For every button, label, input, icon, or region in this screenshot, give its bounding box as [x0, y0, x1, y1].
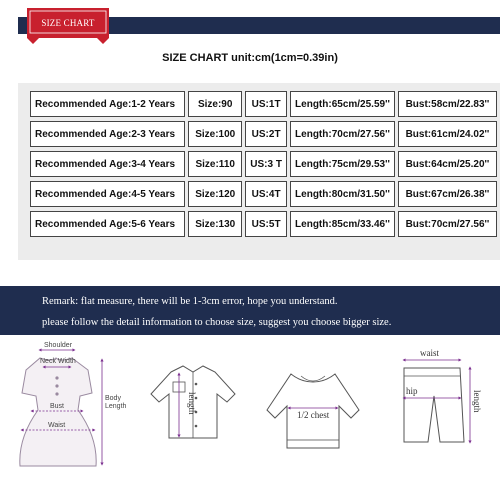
- size-cell: Size:110: [188, 151, 242, 177]
- size-row: [30, 151, 497, 177]
- size-cell: Size:130: [188, 211, 242, 237]
- pants-length-label: length: [472, 390, 482, 413]
- size-table: [27, 87, 500, 241]
- size-table-panel: [18, 83, 500, 260]
- length-cell: Length:75cm/29.53'': [290, 151, 395, 177]
- size-row: [30, 91, 497, 117]
- bust-cell: Bust:64cm/25.20'': [398, 151, 497, 177]
- remark-line-1: Remark: flat measure, there will be 1-3cm error, hope you understand.: [42, 296, 338, 307]
- dress-length-label: Length: [105, 403, 127, 410]
- bust-cell: Bust:61cm/24.02'': [398, 121, 497, 147]
- size-row: [30, 121, 497, 147]
- chart-title: SIZE CHART unit:cm(1cm=0.39in): [162, 52, 338, 64]
- dress-shoulder-label: Shoulder: [44, 342, 73, 349]
- dress-neck-label: Neck Width: [40, 358, 76, 365]
- age-cell: Recommended Age:4-5 Years: [30, 181, 185, 207]
- length-cell: Length:65cm/25.59'': [290, 91, 395, 117]
- pants-waist-label: waist: [420, 348, 439, 358]
- size-chart-ribbon-label: SIZE CHART: [41, 18, 95, 28]
- us-size-cell: US:4T: [245, 181, 287, 207]
- size-cell: Size:90: [188, 91, 242, 117]
- age-cell: Recommended Age:3-4 Years: [30, 151, 185, 177]
- dress-body-label: Body: [105, 395, 121, 402]
- measurement-diagrams: [0, 338, 500, 500]
- dress-waist-label: Waist: [48, 422, 66, 429]
- age-cell: Recommended Age:1-2 Years: [30, 91, 185, 117]
- shirt-diagram: [143, 338, 243, 500]
- pants-hip-label: hip: [406, 386, 418, 396]
- size-row: [30, 181, 497, 207]
- dress-bust-label: Bust: [50, 403, 65, 410]
- sweater-chest-label: 1/2 chest: [297, 410, 330, 420]
- dress-diagram: [0, 338, 135, 500]
- us-size-cell: US:3 T: [245, 151, 287, 177]
- remark-line-2: please follow the detail information to choose size, suggest you choose bigger size.: [42, 317, 392, 328]
- us-size-cell: US:5T: [245, 211, 287, 237]
- age-cell: Recommended Age:2-3 Years: [30, 121, 185, 147]
- length-cell: Length:70cm/27.56'': [290, 121, 395, 147]
- pants-diagram: [390, 338, 500, 500]
- length-cell: Length:85cm/33.46'': [290, 211, 395, 237]
- us-size-cell: US:1T: [245, 91, 287, 117]
- size-row: [30, 211, 497, 237]
- sweater-diagram: [255, 338, 370, 500]
- us-size-cell: US:2T: [245, 121, 287, 147]
- bust-cell: Bust:67cm/26.38'': [398, 181, 497, 207]
- shirt-length-label: length: [187, 392, 197, 415]
- bust-cell: Bust:70cm/27.56'': [398, 211, 497, 237]
- age-cell: Recommended Age:5-6 Years: [30, 211, 185, 237]
- bust-cell: Bust:58cm/22.83'': [398, 91, 497, 117]
- length-cell: Length:80cm/31.50'': [290, 181, 395, 207]
- size-cell: Size:120: [188, 181, 242, 207]
- size-cell: Size:100: [188, 121, 242, 147]
